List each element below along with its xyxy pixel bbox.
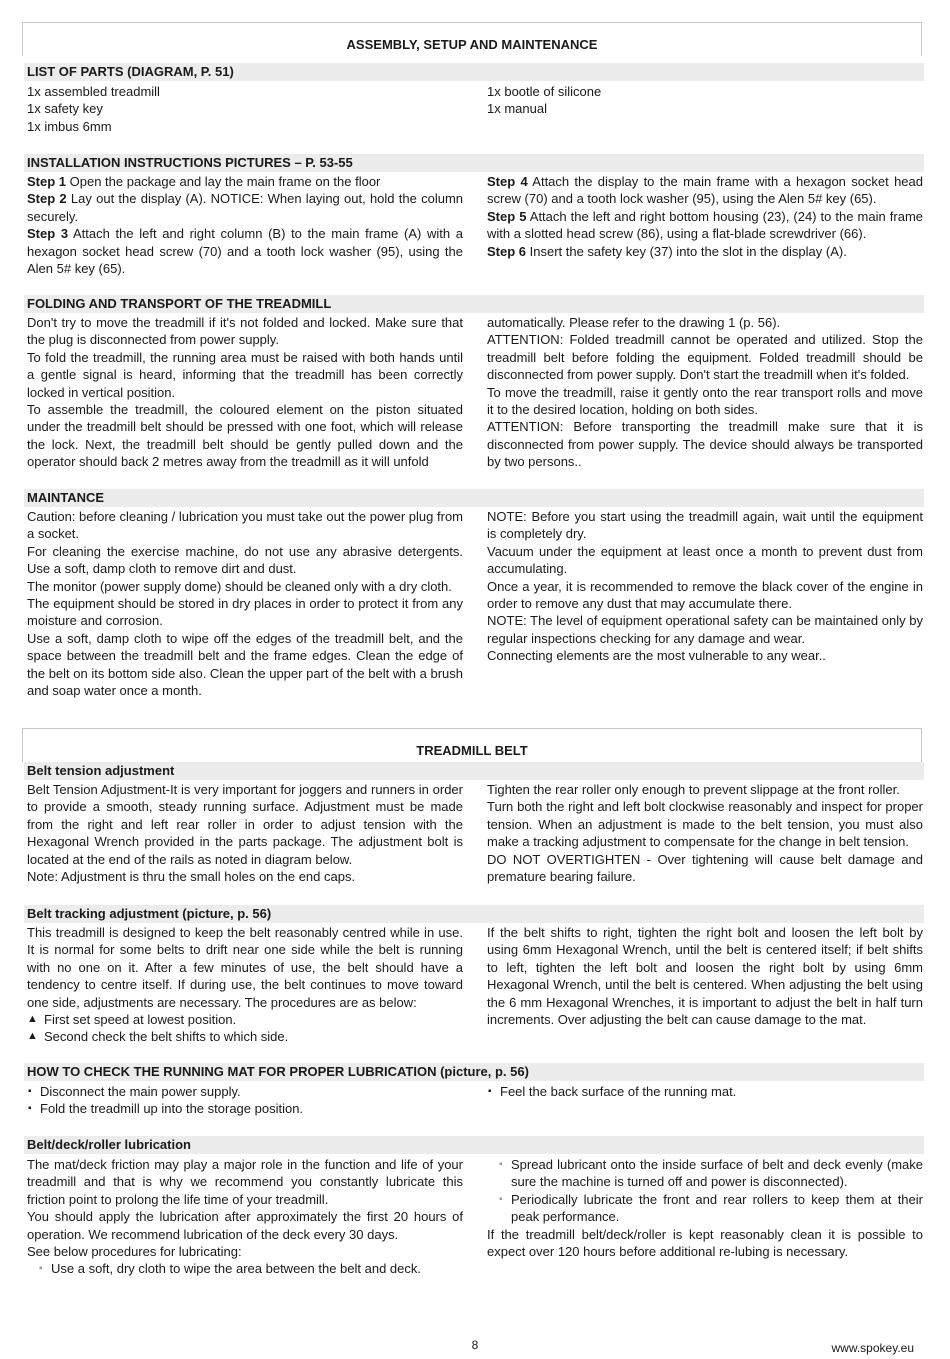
step-label: Step 2 bbox=[27, 191, 67, 207]
part-item: 1x assembled treadmill bbox=[27, 84, 160, 99]
paragraph: Note: Adjustment is thru the small holes on the end caps. bbox=[27, 869, 356, 885]
installation-left bbox=[27, 173, 463, 277]
install-step bbox=[27, 190, 463, 225]
install-step bbox=[27, 225, 463, 277]
list-item-text: Fold the treadmill up into the storage position. bbox=[40, 1101, 304, 1117]
website-link[interactable]: www.spokey.eu bbox=[831, 1341, 914, 1355]
triangle-bullet-icon: ▲ bbox=[27, 1013, 38, 1026]
maintance-heading: MAINTANCE bbox=[24, 489, 924, 507]
list-item-text: Second check the belt shifts to which side. bbox=[44, 1029, 289, 1045]
paragraph: Once a year, it is recommended to remove the black cover of the engine in order to remove any dust that may accumulate there. bbox=[487, 578, 923, 612]
folding-heading: FOLDING AND TRANSPORT OF THE TREADMILL bbox=[24, 295, 924, 313]
list-item-text: First set speed at lowest position. bbox=[44, 1012, 237, 1028]
paragraph: Caution: before cleaning / lubrication you must take out the power plug from a socket. bbox=[27, 509, 463, 542]
install-step bbox=[487, 243, 923, 260]
tracking-right bbox=[487, 924, 923, 1028]
folding-right bbox=[487, 314, 923, 471]
paragraph: Vacuum under the equipment at least once a month to prevent dust from accumulating. bbox=[487, 543, 923, 577]
section-title: ASSEMBLY, SETUP AND MAINTENANCE bbox=[346, 36, 598, 52]
part-item: 1x manual bbox=[487, 101, 547, 117]
page-number: 8 bbox=[471, 1338, 479, 1352]
step-label: Step 3 bbox=[27, 226, 69, 242]
step-label: Step 6 bbox=[487, 243, 527, 259]
paragraph: If the belt shifts to right, tighten the right bolt and loosen the left bolt by using 6mm Hexagonal Wrench, until the belt is centered itself; if belt shifts to left, tighten the left bolt and loosen the right bolt by using 6mm Hexagonal Wrench, until the belt is centered. When adjusting the belt using the 6 mm Hexagonal Wrenches, it is important to adjust the belt in half turn increments. Over adjusting the belt can cause damage to the mat. bbox=[487, 925, 923, 1028]
paragraph: NOTE: Before you start using the treadmill again, wait until the equipment is completely dry. bbox=[487, 509, 923, 542]
parts-left-list bbox=[27, 83, 463, 135]
lubrication-left bbox=[27, 1156, 463, 1278]
paragraph: If the treadmill belt/deck/roller is kept reasonably clean it is possible to expect over 120 hours before additional re-lubing is necessary. bbox=[487, 1226, 923, 1260]
paragraph: To assemble the treadmill, the coloured element on the piston situated under the treadmill belt should be pressed with one foot, which will release the lock. Next, the treadmill belt should be gently pulled down and the operator should back 2 metres away from the treadmill as it will unfold bbox=[27, 402, 463, 470]
square-bullet-icon: ▪ bbox=[39, 1263, 43, 1275]
paragraph: ATTENTION: Before transporting the treadmill make sure that it is disconnected from power supply. The device should always be transported by two persons.. bbox=[487, 419, 923, 470]
installation-right bbox=[487, 173, 923, 260]
step-text: Open the package and lay the main frame on the floor bbox=[66, 174, 381, 189]
paragraph: automatically. Please refer to the drawing 1 (p. 56). bbox=[487, 315, 781, 330]
paragraph: ATTENTION: Folded treadmill cannot be operated and utilized. Stop the treadmill belt before folding the equipment. Folded treadmill should be disconnected from power supply. Don't start the treadmill when it's folded. bbox=[487, 332, 923, 383]
step-text: Lay out the display (A). NOTICE: When laying out, hold the column securely. bbox=[27, 191, 464, 224]
tracking-left bbox=[27, 924, 463, 1046]
paragraph: For cleaning the exercise machine, do not use any abrasive detergents. Use a soft, damp cloth to remove dirt and dust. bbox=[27, 543, 463, 577]
triangle-bullet-icon: ▲ bbox=[27, 1030, 38, 1043]
square-bullet-icon: ▪ bbox=[28, 1086, 32, 1097]
folding-left bbox=[27, 314, 463, 471]
tension-right bbox=[487, 781, 923, 885]
list-item bbox=[498, 1191, 923, 1226]
square-bullet-icon: ▪ bbox=[488, 1086, 492, 1097]
list-item bbox=[27, 1100, 463, 1117]
check-left bbox=[27, 1083, 463, 1118]
list-item bbox=[27, 1028, 463, 1045]
step-text: Attach the display to the main frame with a hexagon socket head screw (70) and a tooth lock washer (95), using the Alen 5# key (65). bbox=[487, 174, 923, 207]
paragraph: Turn both the right and left bolt clockwise reasonably and inspect for proper tension. When an adjustment is made to the belt tension, you must also make a tracking adjustment to compensate for the change in belt tension. bbox=[487, 799, 923, 850]
paragraph: NOTE: The level of equipment operational safety can be maintained only by regular inspections checking for any damage and wear. bbox=[487, 613, 923, 646]
section-title: TREADMILL BELT bbox=[416, 742, 528, 758]
list-item-text: Feel the back surface of the running mat. bbox=[500, 1084, 737, 1099]
paragraph: Connecting elements are the most vulnerable to any wear.. bbox=[487, 648, 826, 664]
parts-right-list bbox=[487, 83, 923, 118]
lubrication-right bbox=[487, 1156, 923, 1260]
paragraph: This treadmill is designed to keep the belt reasonably centred while in use. It is normal for some belts to drift near one side while the belt is running with no one on it. After a few minutes of use, the belt should have a tendency to centre itself. If during use, the belt continues to move toward one side, adjustments are necessary. The procedures are as below: bbox=[27, 925, 463, 1010]
install-step bbox=[487, 173, 923, 208]
part-item: 1x imbus 6mm bbox=[27, 118, 112, 134]
list-item bbox=[38, 1260, 463, 1277]
maintance-right bbox=[487, 508, 923, 665]
paragraph: Belt Tension Adjustment-It is very important for joggers and runners in order to provide a smooth, steady running surface. Adjustment must be made from the right and left rear roller in order to adjust tension with the Hexagonal Wrench provided in the parts package. The adjustment bolt is located at the end of the rails as noted in diagram below. bbox=[27, 782, 463, 867]
list-item-text: Periodically lubricate the front and rear rollers to keep them at their peak performance. bbox=[511, 1191, 923, 1225]
part-item: 1x bootle of silicone bbox=[487, 84, 602, 99]
check-heading: HOW TO CHECK THE RUNNING MAT FOR PROPER LUBRICATION (picture, p. 56) bbox=[24, 1063, 924, 1081]
square-bullet-icon: ▪ bbox=[28, 1103, 32, 1115]
step-text: Insert the safety key (37) into the slot in the display (A). bbox=[526, 243, 847, 259]
installation-heading: INSTALLATION INSTRUCTIONS PICTURES – P. 53-55 bbox=[24, 154, 924, 172]
list-item bbox=[27, 1011, 463, 1028]
tension-left bbox=[27, 781, 463, 885]
list-item-text: Use a soft, dry cloth to wipe the area between the belt and deck. bbox=[51, 1261, 421, 1277]
list-item bbox=[498, 1156, 923, 1191]
paragraph: To fold the treadmill, the running area must be raised with both hands until a gentle signal is heard, informing that the treadmill has been correctly locked in vertical position. bbox=[27, 349, 463, 400]
section-title-box bbox=[22, 728, 922, 762]
step-text: Attach the left and right bottom housing (23), (24) to the main frame with a slotted head screw (86), using a flat-blade screwdriver (66). bbox=[487, 208, 924, 242]
install-step bbox=[487, 208, 923, 243]
paragraph: See below procedures for lubricating: bbox=[27, 1244, 242, 1260]
paragraph: The mat/deck friction may play a major role in the function and life of your treadmill and that is why we recommend you constantly lubricate this friction point to prolong the life time of your treadmill. bbox=[27, 1157, 463, 1207]
paragraph: To move the treadmill, raise it gently onto the rear transport rolls and move it to the desired location, holding on both sides. bbox=[487, 384, 923, 418]
paragraph: Tighten the rear roller only enough to prevent slippage at the front roller. bbox=[487, 782, 900, 797]
square-bullet-icon: ▪ bbox=[499, 1159, 503, 1170]
list-item bbox=[487, 1083, 923, 1100]
paragraph: DO NOT OVERTIGHTEN - Over tightening will cause belt damage and premature bearing failure. bbox=[487, 851, 923, 885]
section-title-box bbox=[22, 22, 922, 56]
step-label: Step 4 bbox=[487, 174, 528, 189]
install-step bbox=[27, 173, 463, 190]
list-item-text: Spread lubricant onto the inside surface of belt and deck evenly (make sure the machine is turned off and power is disconnected). bbox=[511, 1157, 923, 1190]
paragraph: The monitor (power supply dome) should be cleaned only with a dry cloth. bbox=[27, 578, 452, 594]
paragraph: You should apply the lubrication after approximately the first 20 hours of operation. We recommend lubrication of the deck every 30 days. bbox=[27, 1209, 463, 1242]
step-label: Step 5 bbox=[487, 208, 527, 224]
paragraph: The equipment should be stored in dry places in order to protect it from any moisture and corrosion. bbox=[27, 596, 463, 629]
paragraph: Use a soft, damp cloth to wipe off the edges of the treadmill belt, and the space between the treadmill belt and the frame edges. Clean the edge of the belt on its bottom side also. Clean the upper part of the belt with a brush and soap water once a month. bbox=[27, 630, 463, 699]
step-text: Attach the left and right column (B) to the main frame (A) with a hexagon socket head screw (70) and a tooth lock washer (95), using the Alen 5# key (65). bbox=[27, 226, 463, 277]
step-label: Step 1 bbox=[27, 174, 67, 189]
list-item bbox=[27, 1083, 463, 1100]
parts-heading: LIST OF PARTS (DIAGRAM, P. 51) bbox=[24, 63, 924, 81]
part-item: 1x safety key bbox=[27, 101, 103, 117]
paragraph: Don't try to move the treadmill if it's not folded and locked. Make sure that the plug is disconnected from power supply. bbox=[27, 315, 463, 348]
maintance-left bbox=[27, 508, 463, 699]
tension-heading: Belt tension adjustment bbox=[24, 762, 924, 780]
square-bullet-icon: ▪ bbox=[499, 1193, 503, 1205]
tracking-heading: Belt tracking adjustment (picture, p. 56) bbox=[24, 905, 924, 923]
check-right bbox=[487, 1083, 923, 1100]
lubrication-heading: Belt/deck/roller lubrication bbox=[24, 1136, 924, 1154]
list-item-text: Disconnect the main power supply. bbox=[40, 1084, 241, 1099]
